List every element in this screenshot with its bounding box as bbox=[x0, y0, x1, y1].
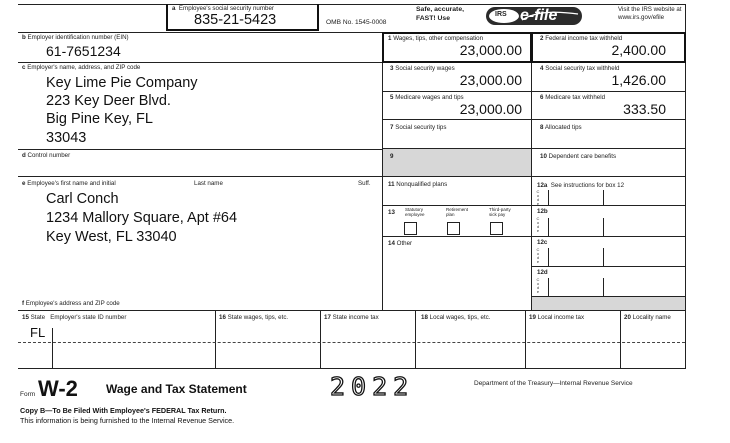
code-letter: d bbox=[536, 285, 540, 290]
code-separator bbox=[548, 278, 549, 296]
box-c-label: c Employer's name, address, and ZIP code bbox=[22, 64, 141, 71]
code-letter: e bbox=[536, 289, 540, 294]
box-17-label: 17 State income tax bbox=[324, 314, 379, 321]
row-line-d bbox=[18, 176, 685, 177]
info-line: This information is being furnished to the Internal Revenue Service. bbox=[20, 416, 235, 425]
copy-b-line: Copy B—To Be Filed With Employee's FEDERAL Tax Return. bbox=[20, 406, 227, 415]
box-a-label: a Employee's social security number bbox=[172, 5, 274, 12]
code-letter: o bbox=[536, 281, 540, 286]
retirement-plan-checkbox[interactable] bbox=[447, 222, 460, 235]
box-12d-label: 12d bbox=[537, 269, 548, 276]
code-separator bbox=[548, 248, 549, 266]
box-3-value: 23,000.00 bbox=[459, 72, 522, 88]
box-13-label: 13 bbox=[388, 209, 395, 216]
row-line-12b bbox=[531, 236, 685, 237]
code-separator bbox=[603, 190, 604, 205]
box-2-label: 2 Federal income tax withheld bbox=[540, 35, 623, 42]
code-separator bbox=[603, 278, 604, 296]
box-7-label: 7 Social security tips bbox=[390, 124, 447, 131]
code-separator bbox=[603, 248, 604, 266]
form-top-border bbox=[18, 4, 685, 5]
efile-logo bbox=[486, 7, 582, 25]
code-letter: C bbox=[536, 277, 540, 282]
tax-year: 2022 bbox=[330, 372, 415, 401]
code-letter: e bbox=[536, 259, 540, 264]
box-f-label: f Employee's address and ZIP code bbox=[22, 300, 120, 307]
box-18-label: 18 Local wages, tips, etc. bbox=[421, 314, 491, 321]
statutory-employee-checkbox[interactable] bbox=[404, 222, 417, 235]
state-col-20 bbox=[620, 310, 621, 369]
state-row-divider bbox=[18, 342, 685, 343]
ein-value: 61-7651234 bbox=[46, 43, 121, 59]
box-16-label: 16 State wages, tips, etc. bbox=[219, 314, 289, 321]
row-line-b bbox=[18, 62, 382, 63]
box-12d-shaded bbox=[532, 297, 685, 310]
row-line-12c bbox=[531, 266, 685, 267]
statutory-label: Statutory employee bbox=[405, 207, 425, 217]
third-party-sick-pay-checkbox[interactable] bbox=[490, 222, 503, 235]
state-col-16 bbox=[215, 310, 216, 369]
row-line-f bbox=[18, 310, 685, 311]
code-letter: C bbox=[536, 216, 540, 221]
code-letter: o bbox=[536, 251, 540, 256]
box-5-value: 23,000.00 bbox=[459, 101, 522, 117]
box-e-label: e Employee's first name and initial bbox=[22, 180, 116, 187]
efile-logo-text: e-file bbox=[520, 7, 558, 24]
state-value: FL bbox=[30, 325, 46, 340]
box-15-label: 15 State Employer's state ID number bbox=[22, 314, 127, 321]
thirdparty-label: Third-party sick pay bbox=[489, 207, 511, 217]
treasury-dept: Department of the Treasury—Internal Revenue Service bbox=[474, 380, 633, 387]
box-b-label: b Employer identification number (EIN) bbox=[22, 34, 129, 41]
box-19-label: 19 Local income tax bbox=[529, 314, 585, 321]
col-line-right bbox=[531, 32, 532, 310]
efile-irs-text: IRS bbox=[495, 11, 507, 18]
state-row-bottom bbox=[18, 368, 685, 369]
efile-visit-line2: www.irs.gov/efile bbox=[618, 14, 665, 21]
box-1-value: 23,000.00 bbox=[459, 42, 522, 58]
employer-line-3: Big Pine Key, FL bbox=[46, 111, 153, 127]
box-12c-label: 12c bbox=[537, 239, 548, 246]
box-14-label: 14 Other bbox=[388, 240, 413, 247]
code-letter: C bbox=[536, 247, 540, 252]
box-6-value: 333.50 bbox=[623, 101, 666, 117]
code-letter: d bbox=[536, 224, 540, 229]
state-col-19 bbox=[525, 310, 526, 369]
box-d-label: d Control number bbox=[22, 152, 71, 159]
efile-fast-text: FAST! Use bbox=[416, 15, 450, 22]
efile-visit-line1: Visit the IRS website at bbox=[618, 6, 682, 13]
row-line-13 bbox=[382, 236, 531, 237]
box-2-value: 2,400.00 bbox=[611, 42, 666, 58]
row-line-c bbox=[18, 149, 382, 150]
state-col-18 bbox=[415, 310, 416, 369]
code-letter: e bbox=[536, 201, 540, 206]
state-col-id bbox=[52, 328, 53, 369]
box-9-shaded bbox=[383, 149, 531, 176]
box-12a-label: 12a See instructions for box 12 bbox=[537, 182, 625, 189]
code-separator bbox=[603, 218, 604, 236]
code-letter: d bbox=[536, 197, 540, 202]
code-letter: C bbox=[536, 189, 540, 194]
row-line-11 bbox=[382, 205, 531, 206]
box-5-label: 5 Medicare wages and tips bbox=[390, 94, 464, 101]
employee-line-3: Key West, FL 33040 bbox=[46, 229, 177, 245]
code-letter: e bbox=[536, 228, 540, 233]
box-1-label: 1 Wages, tips, other compensation bbox=[388, 35, 484, 42]
employee-line-1: Carl Conch bbox=[46, 191, 119, 207]
box-20-label: 20 Locality name bbox=[624, 314, 671, 321]
employer-line-4: 33043 bbox=[46, 130, 87, 146]
code-letter: o bbox=[536, 220, 540, 225]
ssn-value: 835-21-5423 bbox=[194, 12, 277, 28]
box-8-label: 8 Allocated tips bbox=[540, 124, 582, 131]
form-name: W-2 bbox=[38, 376, 78, 401]
code-letter: o bbox=[536, 193, 540, 198]
efile-safe-text: Safe, accurate, bbox=[416, 6, 464, 13]
state-col-17 bbox=[320, 310, 321, 369]
box-3-label: 3 Social security wages bbox=[390, 65, 455, 72]
row-line-3-4 bbox=[382, 91, 685, 92]
box-10-label: 10 Dependent care benefits bbox=[540, 153, 617, 160]
box-e-suff-label: Suff. bbox=[358, 180, 371, 187]
omb-number: OMB No. 1545-0008 bbox=[326, 19, 387, 26]
employer-line-2: 223 Key Deer Blvd. bbox=[46, 93, 171, 109]
retirement-label: Retirement plan bbox=[446, 207, 469, 217]
code-separator bbox=[548, 218, 549, 236]
employee-line-2: 1234 Mallory Square, Apt #64 bbox=[46, 210, 238, 226]
box-6-label: 6 Medicare tax withheld bbox=[540, 94, 606, 101]
form-word: Form bbox=[20, 391, 36, 398]
box-e-last-label: Last name bbox=[194, 180, 223, 187]
box-11-label: 11 Nonqualified plans bbox=[388, 181, 448, 188]
row-line-5-6 bbox=[382, 119, 685, 120]
box-9-label: 9 bbox=[390, 153, 394, 160]
box-4-label: 4 Social security tax withheld bbox=[540, 65, 620, 72]
code-letter: d bbox=[536, 255, 540, 260]
employer-line-1: Key Lime Pie Company bbox=[46, 75, 198, 91]
form-title: Wage and Tax Statement bbox=[106, 382, 247, 396]
box-12b-label: 12b bbox=[537, 208, 548, 215]
box-4-value: 1,426.00 bbox=[611, 72, 666, 88]
row-line-12a bbox=[531, 205, 685, 206]
code-separator bbox=[548, 190, 549, 205]
